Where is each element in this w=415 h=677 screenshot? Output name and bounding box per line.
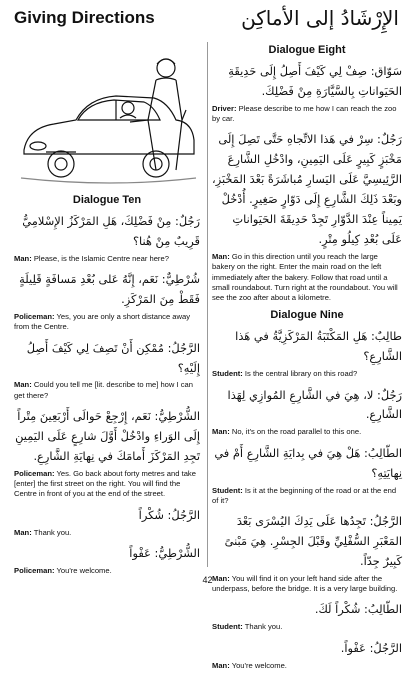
- arabic-line: الطّالِبُ: شُكْراً لَكَ.: [314, 602, 402, 617]
- english-line: [14, 254, 200, 264]
- dialogue-nine-heading: Dialogue Nine: [270, 309, 344, 322]
- english-text: You're welcome.: [231, 660, 287, 670]
- english-text: Thank you.: [244, 622, 283, 632]
- english-text: Is it at the beginning of the road or at the end of it?: [212, 485, 397, 505]
- english-text: No, it's on the road parallel to this one.: [231, 427, 362, 437]
- english-text: Please describe to me how I can reach the zoo by car.: [212, 103, 397, 124]
- arabic-line: الطّالِبُ: هَلْ هِيَ في بِدايَةِ الشَّارِعِ أَمْ في نِهايَتِهِ؟: [214, 445, 402, 480]
- speaker-label: Man:: [212, 573, 230, 583]
- speaker-label: Man:: [14, 380, 32, 390]
- arabic-page-title: الإِرْشَادُ إلى الأماكِن: [241, 6, 399, 30]
- speaker-label: Student:: [212, 369, 243, 379]
- dialogue-line: [212, 639, 402, 671]
- dialogue-line: [212, 386, 402, 438]
- english-line: [212, 661, 402, 671]
- english-text: You're welcome.: [56, 565, 112, 575]
- arabic-line: سَوّاق: صِفْ لِي كَيْفَ أَصِلُ إِلَى حَدِيقَةِ الحَيَواناتِ بِالسَّيَّارَةِ مِنْ فَضْلِكَ.: [228, 64, 402, 98]
- english-line: [212, 622, 402, 632]
- dialogue-ten-heading: Dialogue Ten: [72, 194, 142, 206]
- dialogue-eight-heading: Dialogue Eight: [268, 44, 346, 56]
- english-line: [14, 528, 200, 538]
- speaker-label: Man:: [14, 527, 32, 537]
- speaker-label: Man:: [212, 252, 230, 262]
- speaker-label: Man:: [14, 253, 32, 263]
- dialogue-line: [212, 444, 402, 506]
- speaker-label: Student:: [212, 485, 243, 495]
- dialogue-line: [212, 62, 402, 124]
- english-text: Yes, you are only a short distance away from the Centre.: [14, 312, 191, 332]
- arabic-line: طالِبٌ: هَلِ المَكْتَبَةُ المَرْكَزِيَّةُ في هَذا الشَّارِعِ؟: [235, 329, 402, 364]
- english-line: [14, 312, 200, 333]
- arabic-line: رَجُلٌ: مِنْ فَضْلِكَ، هَلِ المَرْكَزُ الإِسْلامِيُّ قَرِيبٌ مِنْ هُنا؟: [22, 214, 200, 248]
- speaker-label: Man:: [212, 660, 230, 670]
- english-line: [14, 380, 200, 401]
- arabic-line: الرَّجُلُ: شُكْراً: [138, 507, 200, 522]
- english-text: Please, is the Islamic Centre near here?: [33, 253, 169, 263]
- dialogue-ten: [14, 190, 200, 582]
- dialogue-line: [14, 339, 200, 401]
- arabic-line: رَجُلٌ: لا، هِيَ في الشَّارِعِ المُوازِي لِهَذا الشَّارِعِ.: [227, 387, 402, 422]
- column-divider: [207, 42, 208, 567]
- dialogue-line: [212, 327, 402, 379]
- dialogue-line: [14, 407, 200, 500]
- page-title: Giving Directions: [14, 8, 155, 27]
- speaker-label: Student:: [212, 622, 243, 632]
- english-text: Go in this direction until you reach the large bakery on the right. Enter the main road on the left immediately after the bakery. Follow that road until a small roundabout. Turn right at the roundabout. You will see the zoo after about a kilometre.: [212, 252, 398, 303]
- dialogue-line: [212, 130, 402, 303]
- arabic-line: الرَّجُلُ: عَفْواً.: [340, 640, 402, 655]
- english-text: Thank you.: [33, 527, 72, 537]
- dialogue-line: [14, 270, 200, 332]
- english-line: [212, 104, 402, 125]
- page-number: 42: [202, 575, 213, 585]
- english-line: [212, 427, 402, 437]
- dialogue-line: [14, 212, 200, 264]
- dialogue-line: [14, 544, 200, 576]
- english-line: [212, 486, 402, 507]
- english-line: [212, 252, 402, 303]
- speaker-label: Policeman:: [14, 565, 55, 575]
- english-text: You will find it on your left hand side after the underpass, before the bridge. It is a very large building.: [212, 573, 398, 594]
- dialogue-line: [212, 600, 402, 632]
- english-text: Yes. Go back about forty metres and take [enter] the first street on the right. You will find the Centre in front of you at the end of the street.: [14, 468, 196, 499]
- arabic-line: الشُّرْطِيُّ: نَعَم، إِرْجِعْ حَوالَى أَرْبَعِينَ مِتْراً إِلَى الوَراءِ وادْخُلْ أَوَّلَ شارِعٍ عَلَى اليَمِينِ تَجِدِ المَرْكَزَ أَمامَكَ في نِهايَةِ الشَّارِعِ.: [15, 408, 200, 463]
- arabic-line: الرَّجُلُ: تَجِدُها عَلَى يَدِكَ اليُسْرَى بَعْدَ المَعْبَرِ السُّفْلِيِّ وقَبْلَ الجِسْرِ. هِيَ مَبْنىً كَبِيرٌ جِدّاً.: [224, 514, 402, 568]
- english-text: Could you tell me [lit. describe to me] how I can get there?: [14, 380, 193, 400]
- speaker-label: Man:: [212, 427, 230, 437]
- arabic-line: الرَّجُلُ: مُمْكِن أَنْ تَصِفَ لِي كَيْفَ أَصِلُ إِلَيْهِ؟: [26, 340, 200, 375]
- speaker-label: Policeman:: [14, 468, 55, 478]
- dialogue-line: [14, 506, 200, 538]
- english-line: [212, 369, 402, 379]
- english-text: Is the central library on this road?: [244, 369, 358, 379]
- car-driver-illustration: [16, 40, 200, 190]
- speaker-label: Driver:: [212, 103, 237, 113]
- english-line: [14, 469, 200, 500]
- arabic-line: شُرْطِيٌّ: نَعَم، إِنَّهُ عَلى بُعْدِ مَسافَةٍ قَلِيلَةٍ فَقَطْ مِنَ المَرْكَزِ.: [19, 272, 200, 307]
- arabic-line: الشُّرْطِيُّ: عَفْواً: [129, 545, 200, 560]
- speaker-label: Policeman:: [14, 312, 55, 322]
- arabic-line: رَجُلٌ: سِرْ في هَذا الاتِّجاهِ حَتَّى تَصِلَ إِلَى مَخْبَزٍ كَبِيرٍ عَلَى اليَمِينِ، وادْخُلِ الشَّارِعَ الرَّئِيسِيَّ عَلَى اليَسارِ مُباشَرَةً بَعْدَ المَخْبَزِ، وبَعْدَ ذَلِكَ الشَّارِعِ إِلَى دَوّارٍ صَغِيرٍ. أُدْخُلْ يَمِيناً عِنْدَ الدَّوّارِ تَجِدْ حَدِيقَةَ الحَيَواناتِ عَلَى بُعْدِ كِيلُو مِتْرٍ.: [212, 132, 402, 247]
